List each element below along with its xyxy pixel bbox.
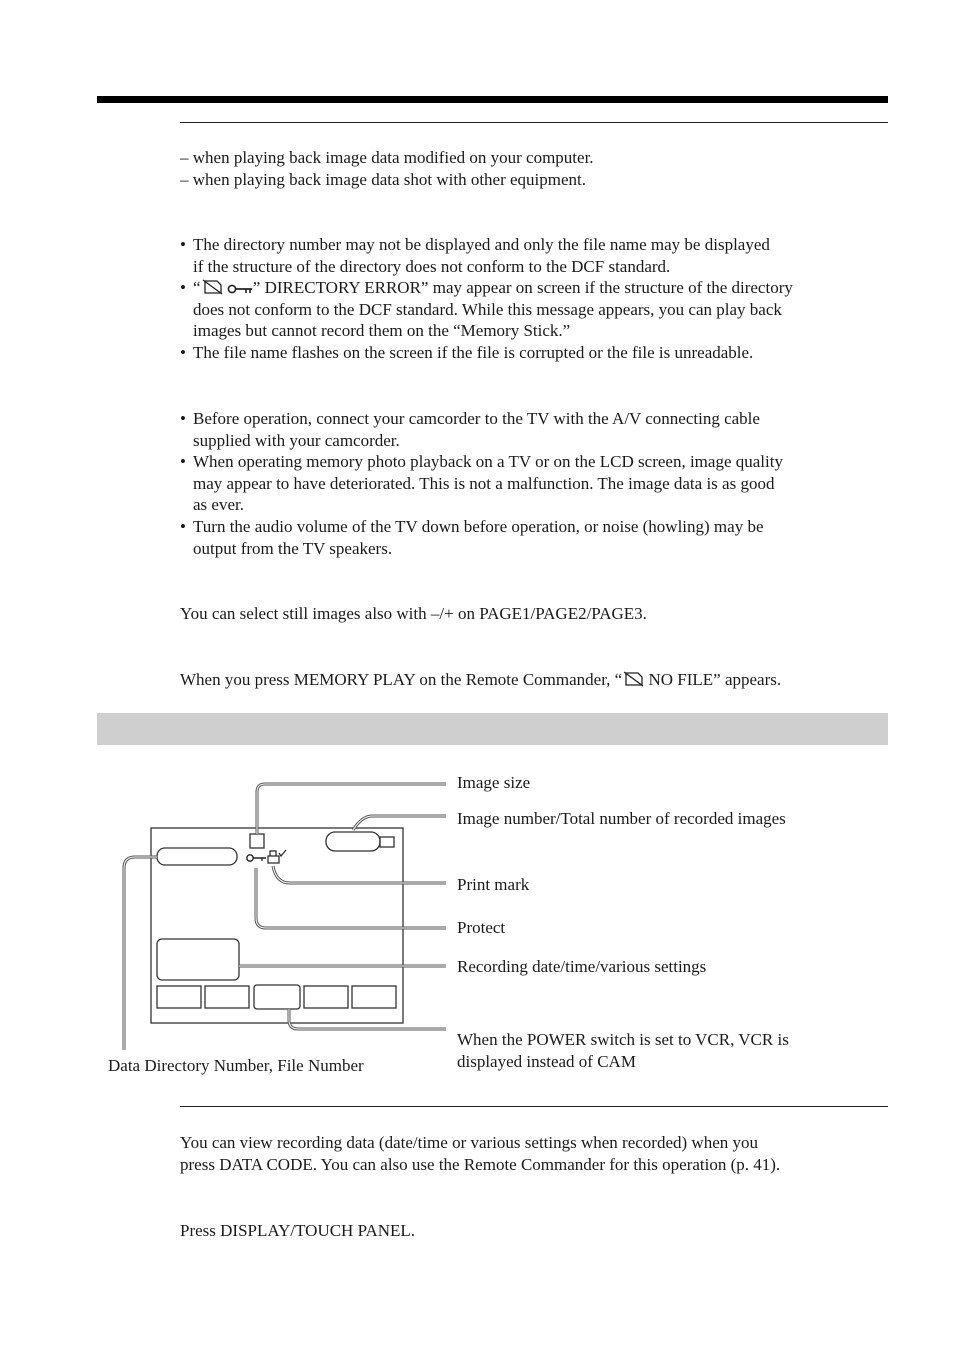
lcd-screen-frame bbox=[151, 828, 403, 1023]
label-power-switch-2: displayed instead of CAM bbox=[457, 1052, 636, 1071]
note-directory-error: • “ ” DIRECTORY ERROR” may appear on screen if the structure of the directory does not conform to the DCF standard. While this message appears, you can play back images but cannot record them on the “Memory Stick.” bbox=[180, 278, 793, 341]
print-mark-icon bbox=[268, 850, 286, 863]
select-still-images-note: You can select still images also with –/+ on PAGE1/PAGE2/PAGE3. bbox=[180, 604, 647, 623]
intro-line-1: – when playing back image data modified on your computer. bbox=[180, 148, 594, 167]
image-number-indicator bbox=[326, 832, 380, 851]
display-touch-panel-note: Press DISPLAY/TOUCH PANEL. bbox=[180, 1221, 416, 1240]
protect-key-icon bbox=[227, 283, 253, 295]
screen-button-4 bbox=[304, 986, 348, 1008]
label-power-switch-1: When the POWER switch is set to VCR, VCR is bbox=[457, 1030, 789, 1049]
section-heading-band bbox=[97, 713, 888, 745]
screen-button-1 bbox=[157, 986, 201, 1008]
section-divider bbox=[180, 1106, 888, 1107]
section-divider bbox=[180, 122, 888, 123]
screen-button-cam bbox=[254, 985, 300, 1009]
protect-key-icon bbox=[247, 855, 266, 861]
note-before-operation: • Before operation, connect your camcorder to the TV with the A/V connecting cable supplied with your camcorder. bbox=[180, 409, 760, 450]
screen-button-2 bbox=[205, 986, 249, 1008]
label-data-directory: Data Directory Number, File Number bbox=[108, 1056, 364, 1075]
memory-stick-icon bbox=[622, 671, 644, 687]
note-file-flashes: • The file name flashes on the screen if the file is corrupted or the file is unreadable. bbox=[180, 343, 754, 362]
intro-line-2: – when playing back image data shot with other equipment. bbox=[180, 170, 587, 189]
memory-stick-icon bbox=[201, 279, 223, 295]
screen-button-5 bbox=[352, 986, 396, 1008]
note-directory-number: • The directory number may not be displayed and only the file name may be displayed if the structure of the directory does not conform to the DCF standard. bbox=[180, 235, 770, 276]
header-bar bbox=[97, 96, 888, 103]
label-image-size: Image size bbox=[457, 773, 531, 792]
note-image-quality: • When operating memory photo playback on a TV or on the LCD screen, image quality may appear to have deteriorated. This is not a malfunction. The image data is as good as ever. bbox=[180, 452, 783, 515]
data-code-note-1: You can view recording data (date/time or various settings when recorded) when you bbox=[180, 1133, 758, 1152]
label-image-number: Image number/Total number of recorded images bbox=[457, 809, 786, 828]
data-code-note-2: press DATA CODE. You can also use the Remote Commander for this operation (p. 41). bbox=[180, 1155, 781, 1174]
image-size-indicator bbox=[250, 834, 264, 848]
battery-indicator bbox=[380, 837, 394, 847]
label-protect: Protect bbox=[457, 918, 506, 937]
recording-date-indicator bbox=[157, 939, 239, 980]
memory-play-note: When you press MEMORY PLAY on the Remote Commander, “ NO FILE” appears. bbox=[180, 670, 782, 689]
data-directory-indicator bbox=[157, 848, 237, 865]
label-recording-date: Recording date/time/various settings bbox=[457, 957, 707, 976]
label-print-mark: Print mark bbox=[457, 875, 530, 894]
note-audio-volume: • Turn the audio volume of the TV down before operation, or noise (howling) may be output from the TV speakers. bbox=[180, 517, 764, 558]
